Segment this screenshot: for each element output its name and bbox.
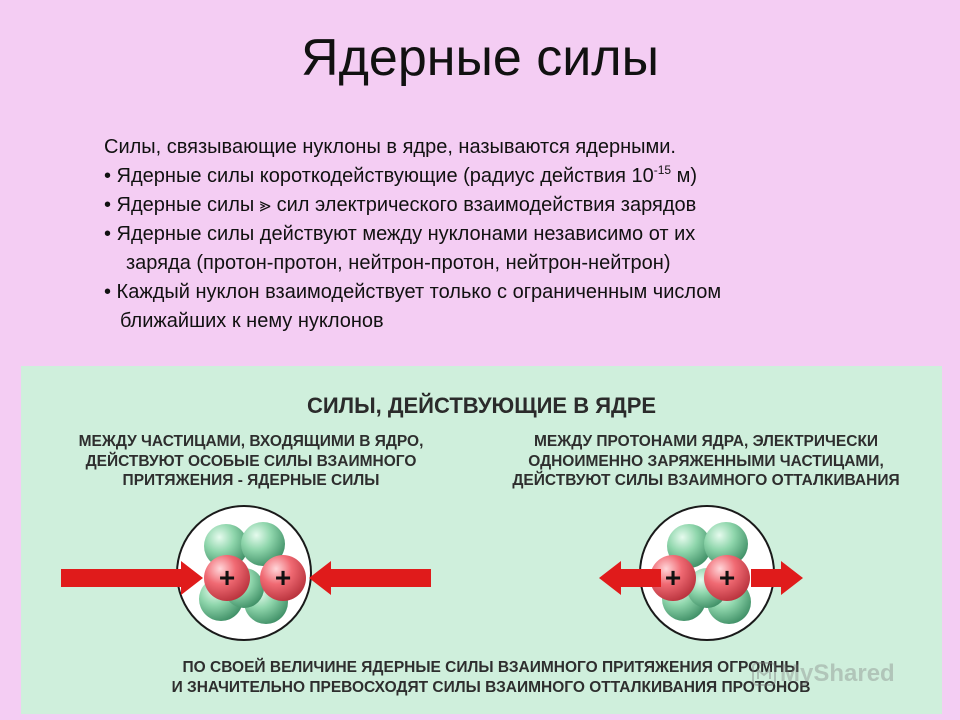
bullet-charge-independent-cont: заряда (протон-протон, нейтрон-протон, нейтрон-нейтрон): [126, 252, 671, 274]
right-caption-line: ДЕЙСТВУЮТ СИЛЫ ВЗАИМНОГО ОТТАЛКИВАНИЯ: [512, 472, 900, 489]
bullet-short-range-text: • Ядерные силы короткодействующие (радиус действия 10: [104, 165, 654, 187]
arrow-right-icon: [61, 561, 203, 595]
body-text: [104, 133, 904, 336]
bottom-caption-line: И ЗНАЧИТЕЛЬНО ПРЕВОСХОДЯТ СИЛЫ ВЗАИМНОГО ОТТАЛКИВАНИЯ ПРОТОНОВ: [171, 678, 811, 696]
plus-sign: +: [274, 562, 292, 593]
plus-sign: +: [664, 562, 682, 593]
bullet-charge-independent: • Ядерные силы действуют между нуклонами независимо от их: [104, 223, 696, 245]
watermark: MyShared: [780, 660, 895, 687]
bullet-stronger: • Ядерные силы ⪢ сил электрического взаимодействия зарядов: [104, 194, 697, 216]
bullet-saturation-cont: ближайших к нему нуклонов: [120, 310, 384, 332]
plus-sign: +: [718, 562, 736, 593]
left-caption-line: МЕЖДУ ЧАСТИЦАМИ, ВХОДЯЩИМИ В ЯДРО,: [78, 433, 424, 450]
plus-sign: +: [218, 562, 236, 593]
panel-heading: СИЛЫ, ДЕЙСТВУЮЩИЕ В ЯДРЕ: [306, 393, 657, 418]
left-nucleus: [177, 506, 311, 640]
right-caption-line: МЕЖДУ ПРОТОНАМИ ЯДРА, ЭЛЕКТРИЧЕСКИ: [533, 433, 879, 450]
bottom-caption-line: ПО СВОЕЙ ВЕЛИЧИНЕ ЯДЕРНЫЕ СИЛЫ ВЗАИМНОГО ПРИТЯЖЕНИЯ ОГРОМНЫ: [182, 659, 800, 676]
bullet-short-range-unit: м): [671, 165, 698, 187]
arrow-left-icon: [309, 561, 431, 595]
bullet-saturation: • Каждый нуклон взаимодействует только с ограниченным числом: [104, 281, 722, 303]
exponent: -15: [653, 163, 672, 177]
right-caption-line: ОДНОИМЕННО ЗАРЯЖЕННЫМИ ЧАСТИЦАМИ,: [528, 452, 884, 470]
page-title: Ядерные силы: [301, 29, 659, 87]
watermark-logo-icon: [752, 662, 776, 686]
bullet-short-range: [104, 162, 904, 191]
intro-line: Силы, связывающие нуклоны в ядре, называются ядерными.: [104, 136, 676, 158]
left-caption-line: ПРИТЯЖЕНИЯ - ЯДЕРНЫЕ СИЛЫ: [122, 472, 380, 489]
left-caption-line: ДЕЙСТВУЮТ ОСОБЫЕ СИЛЫ ВЗАИМНОГО: [85, 452, 417, 470]
